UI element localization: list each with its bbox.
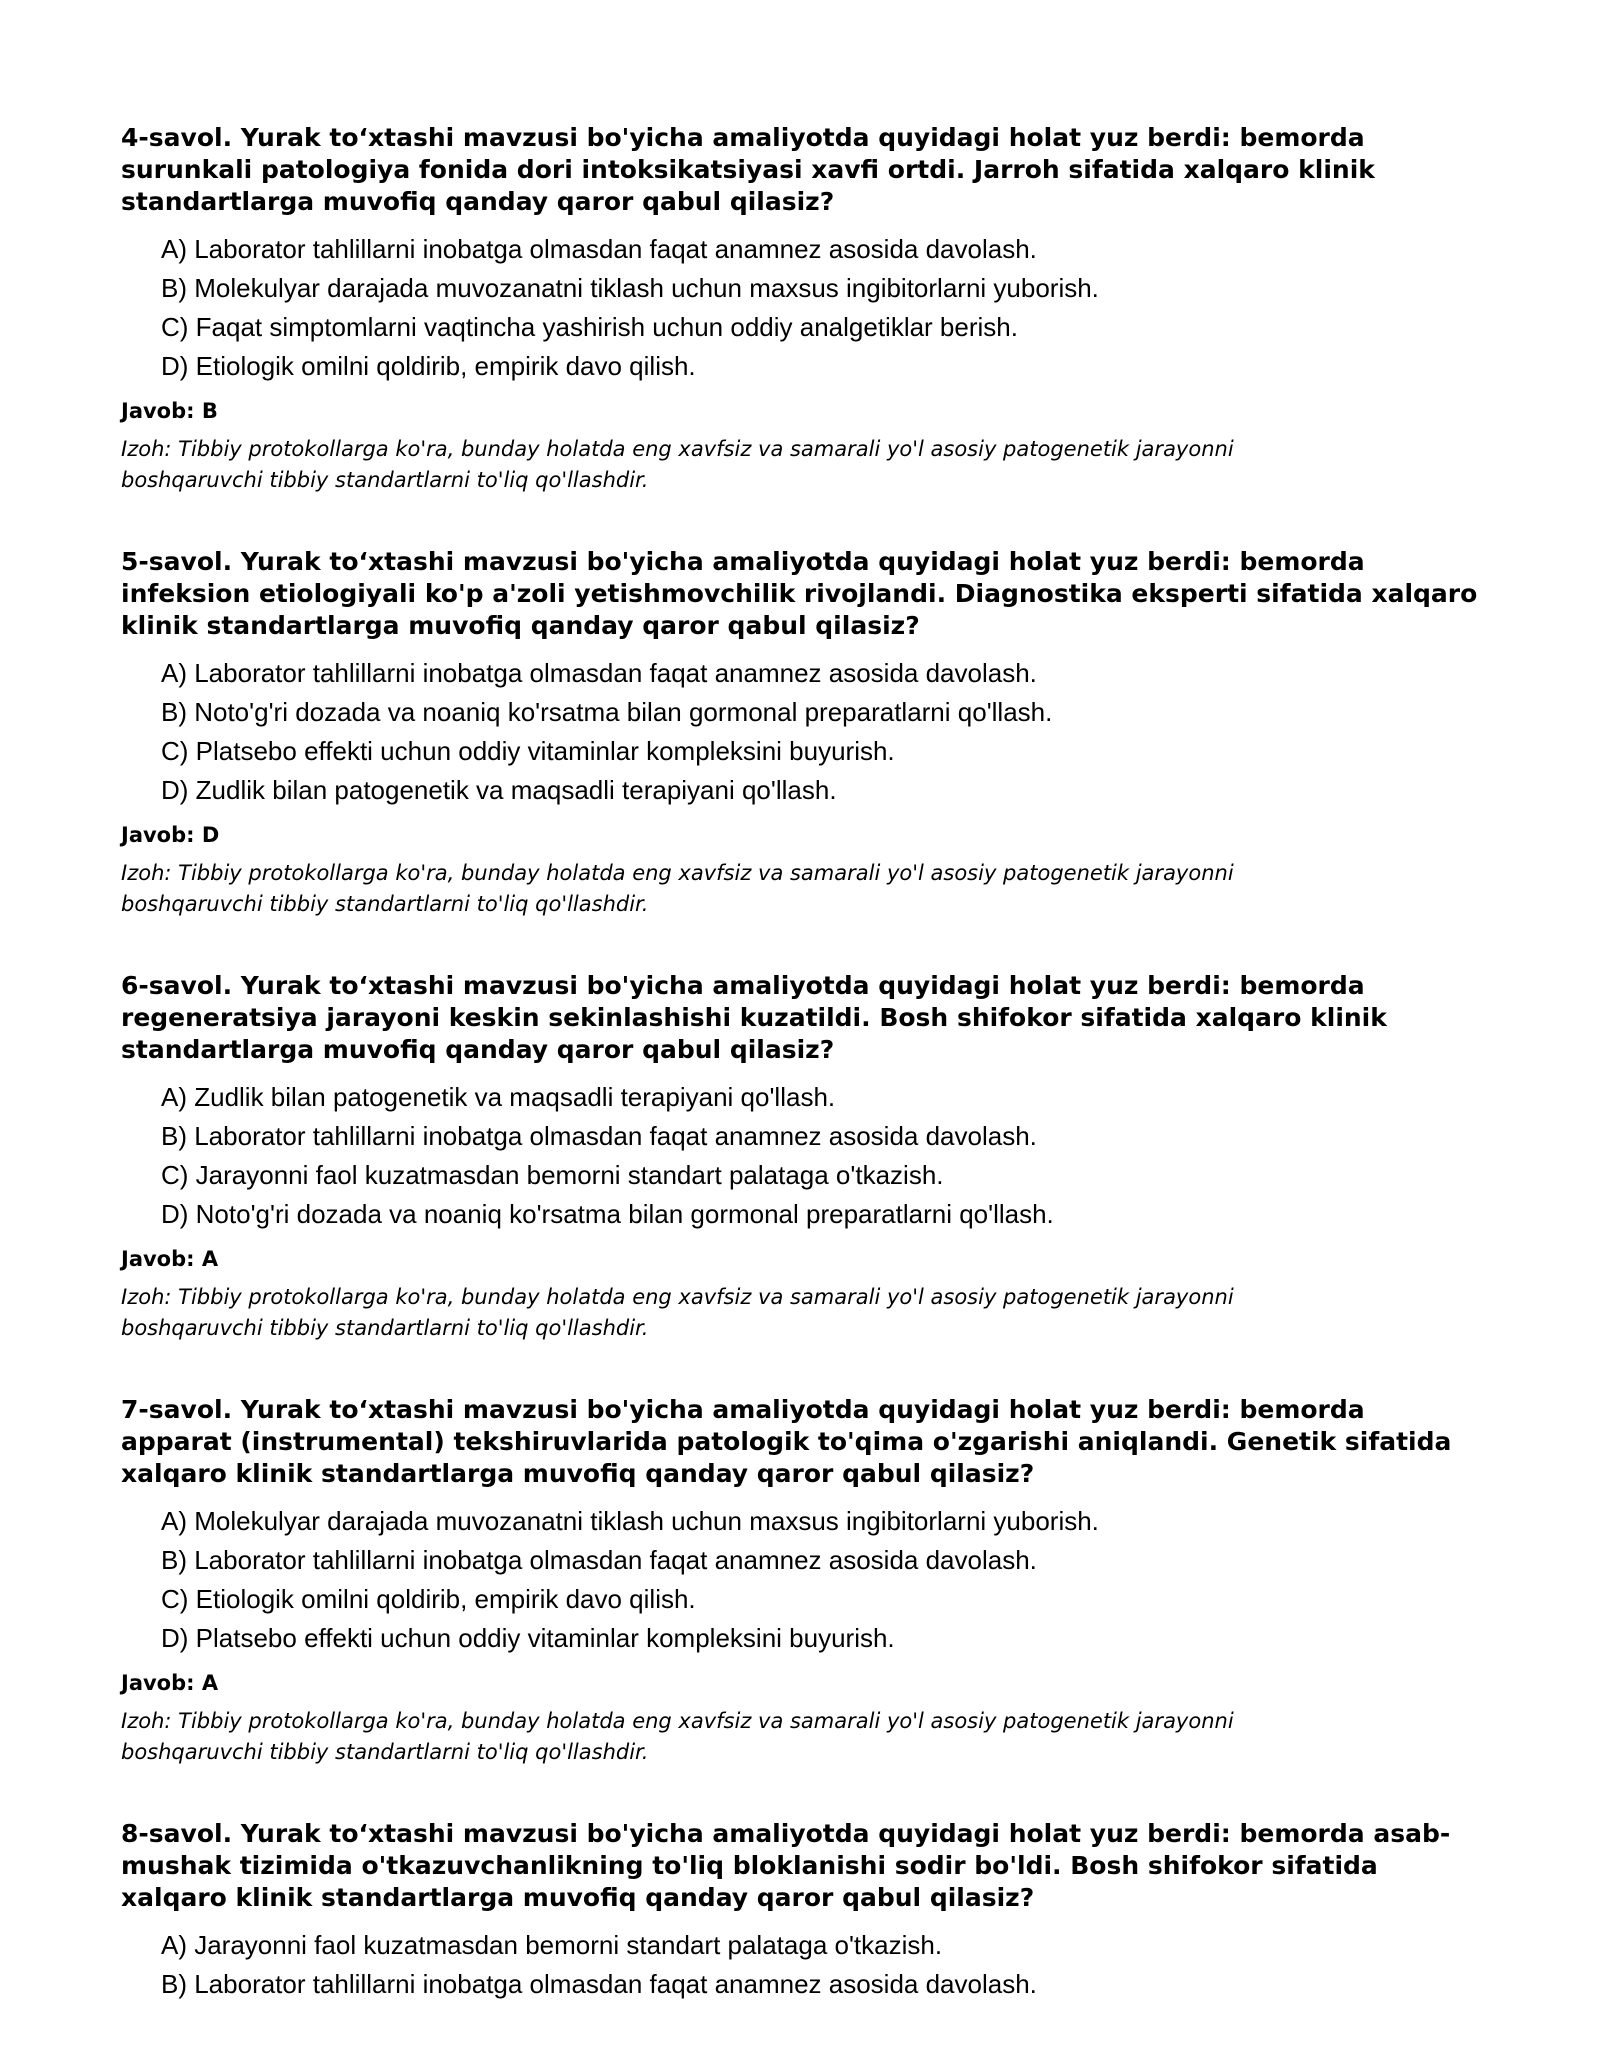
question-7 [121,1394,1481,1768]
question-6 [121,970,1481,1344]
answer-label: Javob: B [121,399,218,423]
question-5 [121,546,1481,920]
explanation-note: Izoh: Tibbiy protokollarga ko'ra, bunday holatda eng xavfsiz va samarali yo'l asosiy patogenetik jarayonni boshqaruvchi tibbiy standartlarni to'liq qo'llashdir. [121,861,1234,916]
option-b: B) Molekulyar darajada muvozanatni tiklash uchun maxsus ingibitorlarni yuborish. [161,273,1099,303]
document-page [121,122,1481,2054]
option-list [161,1926,1481,2004]
option-c: C) Platsebo effekti uchun oddiy vitaminlar kompleksini buyurish. [161,736,895,766]
option-c: C) Jarayonni faol kuzatmasdan bemorni standart palataga o'tkazish. [161,1160,944,1190]
option-b: B) Laborator tahlillarni inobatga olmasdan faqat anamnez asosida davolash. [161,1545,1037,1575]
option-c: C) Etiologik omilni qoldirib, empirik davo qilish. [161,1584,696,1614]
option-a: A) Jarayonni faol kuzatmasdan bemorni standart palataga o'tkazish. [161,1930,943,1960]
answer-label: Javob: D [121,823,220,847]
option-a: A) Laborator tahlillarni inobatga olmasdan faqat anamnez asosida davolash. [161,658,1037,688]
question-title: 4-savol. Yurak to‘xtashi mavzusi bo'yicha amaliyotda quyidagi holat yuz berdi: bemorda surunkali patologiya fonida dori intoksikatsiyasi xavfi ortdi. Jarroh sifatida xalqaro klinik standartlarga muvofiq qanday qaror qabul qilasiz? [121,123,1375,216]
question-title: 5-savol. Yurak to‘xtashi mavzusi bo'yicha amaliyotda quyidagi holat yuz berdi: bemorda infeksion etiologiyali ko'p a'zoli yetishmovchilik rivojlandi. Diagnostika eksperti sifatida xalqaro klinik standartlarga muvofiq qanday qaror qabul qilasiz? [121,547,1478,640]
answer-label: Javob: A [121,1671,219,1695]
question-8 [121,1818,1481,2004]
option-d: D) Noto'g'ri dozada va noaniq ko'rsatma bilan gormonal preparatlarni qo'llash. [161,1199,1054,1229]
question-title: 6-savol. Yurak to‘xtashi mavzusi bo'yicha amaliyotda quyidagi holat yuz berdi: bemorda regeneratsiya jarayoni keskin sekinlashishi kuzatildi. Bosh shifokor sifatida xalqaro klinik standartlarga muvofiq qanday qaror qabul qilasiz? [121,971,1387,1064]
option-a: A) Laborator tahlillarni inobatga olmasdan faqat anamnez asosida davolash. [161,234,1037,264]
question-title: 7-savol. Yurak to‘xtashi mavzusi bo'yicha amaliyotda quyidagi holat yuz berdi: bemorda apparat (instrumental) tekshiruvlarida patologik to'qima o'zgarishi aniqlandi. Genetik sifatida xalqaro klinik standartlarga muvofiq qanday qaror qabul qilasiz? [121,1395,1452,1488]
explanation-note: Izoh: Tibbiy protokollarga ko'ra, bunday holatda eng xavfsiz va samarali yo'l asosiy patogenetik jarayonni boshqaruvchi tibbiy standartlarni to'liq qo'llashdir. [121,1709,1234,1764]
option-a: A) Molekulyar darajada muvozanatni tiklash uchun maxsus ingibitorlarni yuborish. [161,1506,1099,1536]
option-list [161,1078,1481,1234]
explanation-note: Izoh: Tibbiy protokollarga ko'ra, bunday holatda eng xavfsiz va samarali yo'l asosiy patogenetik jarayonni boshqaruvchi tibbiy standartlarni to'liq qo'llashdir. [121,1285,1234,1340]
explanation-note: Izoh: Tibbiy protokollarga ko'ra, bunday holatda eng xavfsiz va samarali yo'l asosiy patogenetik jarayonni boshqaruvchi tibbiy standartlarni to'liq qo'llashdir. [121,437,1234,492]
option-b: B) Noto'g'ri dozada va noaniq ko'rsatma bilan gormonal preparatlarni qo'llash. [161,697,1053,727]
option-d: D) Etiologik omilni qoldirib, empirik davo qilish. [161,351,696,381]
option-a: A) Zudlik bilan patogenetik va maqsadli terapiyani qo'llash. [161,1082,836,1112]
answer-label: Javob: A [121,1247,219,1271]
option-list [161,654,1481,810]
option-b: B) Laborator tahlillarni inobatga olmasdan faqat anamnez asosida davolash. [161,1121,1037,1151]
option-b: B) Laborator tahlillarni inobatga olmasdan faqat anamnez asosida davolash. [161,1969,1037,1999]
option-d: D) Zudlik bilan patogenetik va maqsadli terapiyani qo'llash. [161,775,837,805]
question-4 [121,122,1481,496]
option-list [161,1502,1481,1658]
option-list [161,230,1481,386]
option-d: D) Platsebo effekti uchun oddiy vitaminlar kompleksini buyurish. [161,1623,895,1653]
question-title: 8-savol. Yurak to‘xtashi mavzusi bo'yicha amaliyotda quyidagi holat yuz berdi: bemorda asab-mushak tizimida o'tkazuvchanlikning to'liq bloklanishi sodir bo'ldi. Bosh shifokor sifatida xalqaro klinik standartlarga muvofiq qanday qaror qabul qilasiz? [121,1819,1451,1912]
option-c: C) Faqat simptomlarni vaqtincha yashirish uchun oddiy analgetiklar berish. [161,312,1018,342]
